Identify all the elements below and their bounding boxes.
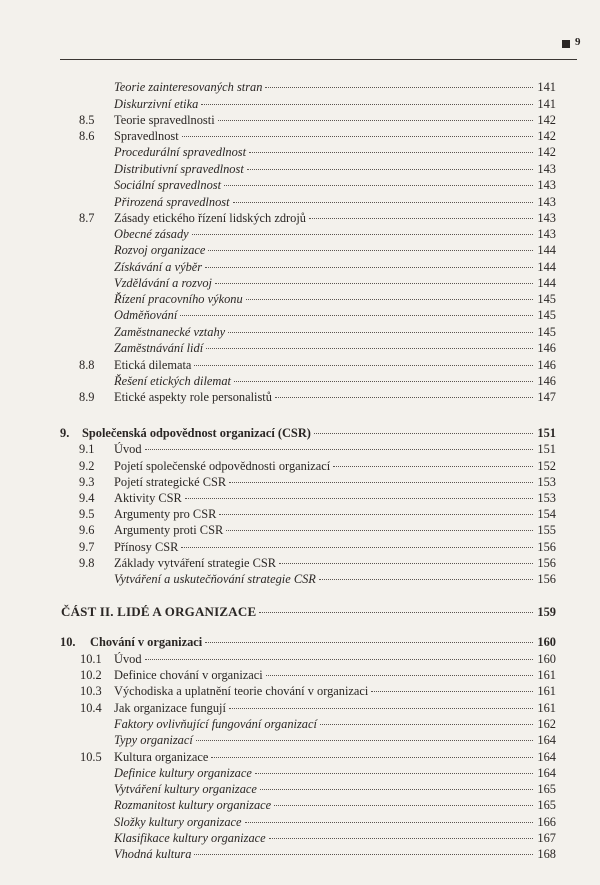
toc-section-number: 9.8 (79, 556, 95, 570)
toc-entry (0, 112, 600, 128)
toc-entry (0, 441, 600, 457)
toc-entry (0, 749, 600, 765)
toc-entry (0, 259, 600, 275)
toc-section-number: 9.6 (79, 523, 95, 537)
toc-entry-title: Faktory ovlivňující fungování organizací (114, 717, 317, 731)
toc-section-number: 9.5 (79, 507, 95, 521)
toc-entry-title: Vhodná kultura (114, 847, 192, 861)
toc-page-number: 151 (537, 426, 556, 440)
toc-entry-title: Etická dilemata (114, 358, 192, 372)
toc-entry (0, 458, 600, 474)
toc-entry-title: Sociální spravedlnost (114, 178, 222, 192)
toc-entry-title: Východiska a uplatnění teorie chování v organizaci (114, 684, 369, 698)
toc-page-number: 141 (537, 80, 556, 94)
toc-page-number: 156 (537, 540, 556, 554)
toc-entry (0, 324, 600, 340)
dot-leader (211, 757, 533, 758)
dot-leader (219, 514, 533, 515)
dot-leader (208, 250, 533, 251)
dot-leader (205, 267, 533, 268)
toc-page-number: 156 (537, 556, 556, 570)
dot-leader (275, 397, 533, 398)
dot-leader (205, 642, 533, 643)
toc-entry (0, 797, 600, 813)
toc-entry-title: Rozmanitost kultury organizace (114, 798, 272, 812)
toc-entry (0, 389, 600, 405)
toc-entry-title: Vzdělávání a rozvoj (114, 276, 212, 290)
dot-leader (260, 789, 533, 790)
toc-section-number: 10. (60, 635, 76, 649)
toc-entry (0, 79, 600, 95)
toc-section-number: 9.3 (79, 475, 95, 489)
toc-page-number: 143 (537, 227, 556, 241)
dot-leader (185, 498, 533, 499)
toc-page-number: 165 (537, 782, 556, 796)
toc-page-number: 166 (537, 815, 556, 829)
dot-leader (229, 482, 533, 483)
toc-page-number: 143 (537, 195, 556, 209)
dot-leader (234, 381, 533, 382)
dot-leader (259, 612, 533, 613)
toc-page-number: 144 (537, 243, 556, 257)
toc-entry (0, 814, 600, 830)
toc-entry-title: Pojetí strategické CSR (114, 475, 227, 489)
toc-entry (0, 226, 600, 242)
dot-leader (215, 283, 533, 284)
toc-entry-title: Aktivity CSR (114, 491, 182, 505)
toc-entry (0, 781, 600, 797)
toc-entry-title: Zaměstnávání lidí (114, 341, 204, 355)
toc-entry (0, 96, 600, 112)
toc-entry (0, 161, 600, 177)
toc-entry-title: Argumenty proti CSR (114, 523, 224, 537)
toc-page-number: 143 (537, 178, 556, 192)
toc-entry (0, 539, 600, 555)
toc-entry (0, 210, 600, 226)
toc-page-number: 146 (537, 358, 556, 372)
toc-page-number: 161 (537, 684, 556, 698)
toc-entry-title: Chování v organizaci (90, 635, 203, 649)
dot-leader (206, 348, 533, 349)
toc-page-number: 165 (537, 798, 556, 812)
toc-section-number: 9.2 (79, 459, 95, 473)
toc-entry-title: Obecné zásady (114, 227, 189, 241)
toc-page-number: 145 (537, 308, 556, 322)
toc-page-number: 167 (537, 831, 556, 845)
toc-entry (0, 373, 600, 389)
toc-page-number: 155 (537, 523, 556, 537)
toc-entry-title: Procedurální spravedlnost (114, 145, 247, 159)
toc-entry (0, 667, 600, 683)
toc-page-number: 164 (537, 733, 556, 747)
toc-entry (0, 490, 600, 506)
toc-section-number: 8.8 (79, 358, 95, 372)
toc-entry-title: Vytváření a uskutečňování strategie CSR (114, 572, 316, 586)
toc-entry (0, 242, 600, 258)
dot-leader (309, 218, 533, 219)
toc-entry (0, 474, 600, 490)
dot-leader (229, 708, 533, 709)
toc-section-number: 8.7 (79, 211, 95, 225)
toc-entry (0, 425, 600, 441)
toc-entry-title: Úvod (114, 652, 142, 666)
toc-entry-title: Rozvoj organizace (114, 243, 206, 257)
toc-entry (0, 144, 600, 160)
toc-entry-title: Složky kultury organizace (114, 815, 242, 829)
toc-entry-title: Definice kultury organizace (114, 766, 252, 780)
toc-entry (0, 555, 600, 571)
toc-entry (0, 700, 600, 716)
toc-page-number: 142 (537, 145, 556, 159)
toc-entry (0, 732, 600, 748)
toc-page-number: 152 (537, 459, 556, 473)
toc-section-number: 9.1 (79, 442, 95, 456)
toc-entry (0, 634, 600, 650)
toc-page-number: 151 (537, 442, 556, 456)
toc-entry-title: Typy organizací (114, 733, 193, 747)
dot-leader (247, 169, 533, 170)
dot-leader (255, 773, 533, 774)
dot-leader (265, 87, 533, 88)
toc-section-number: 10.2 (80, 668, 102, 682)
dot-leader (274, 805, 533, 806)
toc-entry (0, 128, 600, 144)
toc-page-number: 161 (537, 668, 556, 682)
toc-entry (0, 830, 600, 846)
dot-leader (218, 120, 533, 121)
toc-page-number: 145 (537, 325, 556, 339)
toc-entry-title: Distributivní spravedlnost (114, 162, 244, 176)
dot-leader (180, 315, 533, 316)
toc-section-number: 9.4 (79, 491, 95, 505)
dot-leader (182, 136, 533, 137)
toc-entry-title: Diskurzivní etika (114, 97, 199, 111)
dot-leader (145, 659, 533, 660)
toc-entry-title: Zaměstnanecké vztahy (114, 325, 226, 339)
toc-page-number: 147 (537, 390, 556, 404)
toc-section-number: 8.9 (79, 390, 95, 404)
toc-page-number: 146 (537, 374, 556, 388)
toc-page-number: 145 (537, 292, 556, 306)
toc-entry (0, 571, 600, 587)
toc-page-number: 161 (537, 701, 556, 715)
toc-entry-title: Definice chování v organizaci (114, 668, 263, 682)
toc-entry (0, 716, 600, 732)
toc-entry-title: Etické aspekty role personalistů (114, 390, 272, 404)
dot-leader (233, 202, 533, 203)
page-number: 9 (575, 36, 581, 48)
dot-leader (320, 724, 533, 725)
dot-leader (245, 822, 533, 823)
toc-section-number: 10.5 (80, 750, 102, 764)
toc-entry (0, 194, 600, 210)
toc-entry-title: Přínosy CSR (114, 540, 179, 554)
toc-page-number: 162 (537, 717, 556, 731)
dot-leader (279, 563, 533, 564)
dot-leader (201, 104, 533, 105)
header-rule (60, 59, 577, 60)
header-square-icon (562, 40, 570, 48)
toc-entry-title: Spravedlnost (114, 129, 179, 143)
toc-entry-title: Získávání a výběr (114, 260, 203, 274)
toc-entry (0, 846, 600, 862)
toc-page-number: 156 (537, 572, 556, 586)
toc-page-number: 144 (537, 260, 556, 274)
toc-page-number: 154 (537, 507, 556, 521)
toc-entry-title: Řešení etických dilemat (114, 374, 231, 388)
toc-entry (0, 275, 600, 291)
dot-leader (226, 530, 533, 531)
toc-section-number: 10.4 (80, 701, 102, 715)
toc-section-number: 8.5 (79, 113, 95, 127)
toc-entry-title: Odměňování (114, 308, 178, 322)
toc-entry-title: Teorie zainteresovaných stran (114, 80, 263, 94)
toc-page-number: 153 (537, 491, 556, 505)
toc-entry-title: Základy vytváření strategie CSR (114, 556, 277, 570)
toc-entry (0, 651, 600, 667)
toc-entry-title: Kultura organizace (114, 750, 209, 764)
toc-entry (0, 683, 600, 699)
toc-page-number: 168 (537, 847, 556, 861)
toc-page-number: 159 (537, 605, 556, 619)
toc-page-number: 143 (537, 162, 556, 176)
dot-leader (246, 299, 533, 300)
dot-leader (333, 466, 533, 467)
dot-leader (196, 740, 533, 741)
toc-entry-title: ČÁST II. LIDÉ A ORGANIZACE (61, 604, 257, 619)
toc-entry-title: Řízení pracovního výkonu (114, 292, 243, 306)
dot-leader (266, 675, 533, 676)
toc-entry (0, 307, 600, 323)
dot-leader (194, 365, 533, 366)
toc-section-number: 9. (60, 426, 70, 440)
toc-page-number: 146 (537, 341, 556, 355)
dot-leader (194, 854, 533, 855)
dot-leader (192, 234, 533, 235)
toc-entry (0, 291, 600, 307)
dot-leader (228, 332, 533, 333)
toc-entry (0, 340, 600, 356)
toc-entry-title: Klasifikace kultury organizace (114, 831, 266, 845)
toc-entry (0, 177, 600, 193)
toc-entry-title: Přirozená spravedlnost (114, 195, 230, 209)
toc-section-number: 8.6 (79, 129, 95, 143)
toc-entry (0, 522, 600, 538)
toc-page-number: 141 (537, 97, 556, 111)
toc-page-number: 144 (537, 276, 556, 290)
dot-leader (145, 449, 533, 450)
toc-entry-title: Úvod (114, 442, 142, 456)
toc-page-number: 160 (537, 635, 556, 649)
toc-entry-title: Jak organizace fungují (114, 701, 226, 715)
toc-page-number: 153 (537, 475, 556, 489)
toc-entry (0, 604, 600, 620)
toc-section-number: 9.7 (79, 540, 95, 554)
toc-page-number: 142 (537, 113, 556, 127)
dot-leader (314, 433, 533, 434)
toc-entry-title: Argumenty pro CSR (114, 507, 217, 521)
toc-page-number: 142 (537, 129, 556, 143)
toc-entry (0, 765, 600, 781)
dot-leader (249, 152, 533, 153)
toc-page-number: 143 (537, 211, 556, 225)
dot-leader (319, 579, 533, 580)
toc-entry (0, 506, 600, 522)
toc-section-number: 10.1 (80, 652, 102, 666)
toc-page-number: 160 (537, 652, 556, 666)
dot-leader (181, 547, 533, 548)
toc-page-number: 164 (537, 766, 556, 780)
dot-leader (224, 185, 533, 186)
toc-entry-title: Pojetí společenské odpovědnosti organizací (114, 459, 331, 473)
toc-section-number: 10.3 (80, 684, 102, 698)
toc-entry-title: Vytváření kultury organizace (114, 782, 257, 796)
dot-leader (269, 838, 533, 839)
toc-entry-title: Společenská odpovědnost organizací (CSR) (82, 426, 311, 440)
toc-entry (0, 357, 600, 373)
toc-entry-title: Zásady etického řízení lidských zdrojů (114, 211, 306, 225)
toc-page-number: 164 (537, 750, 556, 764)
toc-entry-title: Teorie spravedlnosti (114, 113, 215, 127)
dot-leader (371, 691, 533, 692)
